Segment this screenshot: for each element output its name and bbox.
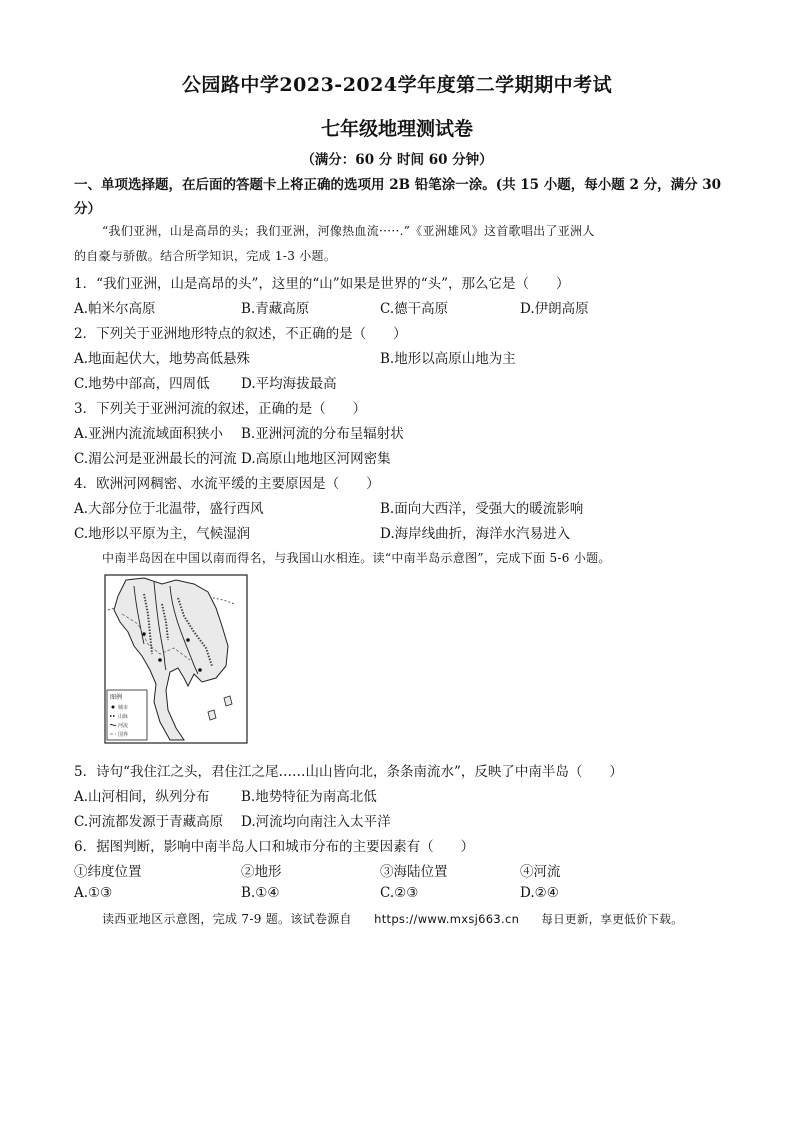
q1-option-b: B.青藏高原 <box>241 301 310 317</box>
q2-option-d: D.平均海拔最高 <box>241 376 337 392</box>
q2-option-b: B.地形以高原山地为主 <box>380 351 516 367</box>
q6-option-b: B.①④ <box>241 885 280 901</box>
map-legend-river: 河流 <box>118 723 129 729</box>
source-link[interactable]: https://www.mxsj663.cn <box>374 912 520 926</box>
q6-option-d: D.②④ <box>520 885 559 901</box>
question-2-stem: 2．下列关于亚洲地形特点的叙述，不正确的是（ ） <box>74 326 407 342</box>
q2-option-a: A.地面起伏大，地势高低悬殊 <box>74 351 251 367</box>
question-4-stem: 4．欧洲河网稠密、水流平缓的主要原因是（ ） <box>74 476 380 492</box>
indochina-peninsula-map <box>104 574 248 744</box>
map-legend-border: 国界 <box>118 732 129 738</box>
q5-option-c: C.河流都发源于青藏高原 <box>74 814 224 830</box>
map-legend-title: 图例 <box>110 694 123 701</box>
q2-option-c: C.地势中部高，四周低 <box>74 376 210 392</box>
q3-option-a: A.亚洲内流流域面积狭小 <box>74 426 224 442</box>
question-6-stem: 6．据图判断，影响中南半岛人口和城市分布的主要因素有（ ） <box>74 839 475 855</box>
q4-option-a: A.大部分位于北温带，盛行西风 <box>74 501 264 517</box>
footer-note <box>102 910 683 927</box>
question-1-stem: 1．“我们亚洲，山是高昂的头”，这里的“山”如果是世界的“头”，那么它是（ ） <box>74 276 570 292</box>
section-heading: 一、单项选择题，在后面的答题卡上将正确的选项用 2B 铅笔涂一涂。(共 15 小题，每小题 2 分，满分 30 分） <box>74 177 722 217</box>
intro-text-line2: 的自豪与骄傲。结合所学知识，完成 1-3 小题。 <box>74 249 337 263</box>
score-time: （满分：60 分 时间 60 分钟） <box>301 152 493 168</box>
q6-factor-3: ③海陆位置 <box>380 864 448 880</box>
question-5-stem: 5．诗句“我住江之头，君住江之尾……山山皆向北，条条南流水”，反映了中南半岛（ ） <box>74 764 623 780</box>
q6-option-c: C.②③ <box>380 885 419 901</box>
q6-option-a: A.①③ <box>74 885 113 901</box>
q1-option-a: A.帕米尔高原 <box>74 301 156 317</box>
exam-title: 公园路中学2023-2024学年度第二学期期中考试 <box>181 74 613 96</box>
question-3-stem: 3．下列关于亚洲河流的叙述，正确的是（ ） <box>74 401 367 417</box>
map-legend-city: 城市 <box>118 705 129 711</box>
map-intro-text: 中南半岛因在中国以南而得名，与我国山水相连。读“中南半岛示意图”，完成下面 5-6 小题。 <box>102 551 611 565</box>
q6-factor-2: ②地形 <box>241 864 282 880</box>
q4-option-c: C.地形以平原为主，气候湿润 <box>74 526 251 542</box>
q1-option-c: C.德干高原 <box>380 301 449 317</box>
q5-option-d: D.河流均向南注入太平洋 <box>241 814 391 830</box>
exam-subtitle: 七年级地理测试卷 <box>320 118 473 140</box>
q6-factor-1: ①纬度位置 <box>74 864 142 880</box>
q3-option-b: B.亚洲河流的分布呈辐射状 <box>241 426 404 442</box>
q3-option-c: C.湄公河是亚洲最长的河流 <box>74 451 237 467</box>
q4-option-d: D.海岸线曲折，海洋水汽易进入 <box>380 526 571 542</box>
map-legend-mountain: 山脉 <box>118 714 129 720</box>
q1-option-d: D.伊朗高原 <box>520 301 589 317</box>
footer-tail: 每日更新，享更低价下载。 <box>541 912 684 926</box>
footer-text: 读西亚地区示意图，完成 7-9 题。该试卷源自 <box>102 912 352 926</box>
q5-option-a: A.山河相间，纵列分布 <box>74 789 210 805</box>
intro-text-line1: “我们亚洲，山是高昂的头；我们亚洲，河像热血流·····.”《亚洲雄风》这首歌唱出了亚洲人 <box>102 224 595 238</box>
q6-factor-4: ④河流 <box>520 864 561 880</box>
q3-option-d: D.高原山地地区河网密集 <box>241 451 391 467</box>
q5-option-b: B.地势特征为南高北低 <box>241 789 377 805</box>
q4-option-b: B.面向大西洋，受强大的暖流影响 <box>380 501 584 517</box>
